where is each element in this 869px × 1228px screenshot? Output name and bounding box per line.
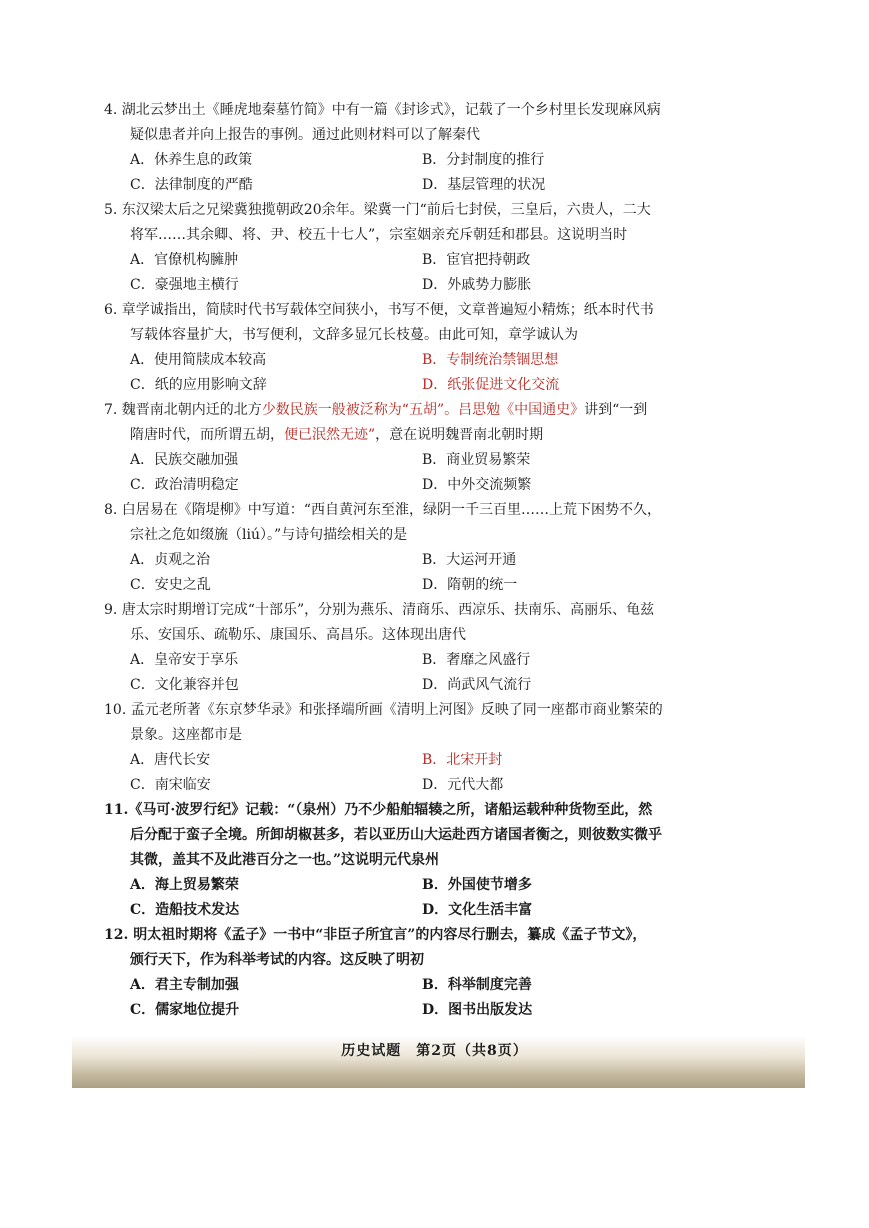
question-11-stem-line3: 其微，盖其不及此港百分之一也。”这说明元代泉州: [130, 852, 440, 868]
option-a: A．使用简牍成本较高: [130, 352, 267, 368]
question-11-stem-line2: 后分配于蛮子全境。所卸胡椒甚多，若以亚历山大运赴西方诸国者衡之，则彼数实微乎: [130, 827, 662, 843]
option-a: A．唐代长安: [130, 752, 211, 768]
option-b: B．专制统治禁锢思想: [422, 352, 559, 368]
option-d: D．中外交流频繁: [422, 477, 532, 493]
question-4-stem-line2: 疑似患者并向上报告的事例。通过此则材料可以了解秦代: [130, 127, 480, 143]
question-12-stem-line2: 颁行天下，作为科举考试的内容。这反映了明初: [130, 952, 424, 968]
question-11-options: [104, 873, 724, 923]
option-d: D．元代大都: [422, 777, 504, 793]
option-a: A．民族交融加强: [130, 452, 239, 468]
question-7-highlight: 便已泯然无迹”: [284, 427, 376, 443]
option-c: C．纸的应用影响文辞: [130, 377, 267, 393]
option-b: B．宦官把持朝政: [422, 252, 531, 268]
question-10-stem-line2: 景象。这座都市是: [130, 727, 242, 743]
question-8-stem-line1: 8. 白居易在《隋堤柳》中写道：“西自黄河东至淮，绿阴一千三百里……上荒下困势不久，: [104, 502, 661, 518]
option-d: D．基层管理的状况: [422, 177, 546, 193]
question-9-stem-line2: 乐、安国乐、疏勒乐、康国乐、高昌乐。这体现出唐代: [130, 627, 466, 643]
option-b: B．分封制度的推行: [422, 152, 545, 168]
question-9-stem-line1: 9. 唐太宗时期增订完成“十部乐”，分别为燕乐、清商乐、西凉乐、扶南乐、高丽乐、龟兹: [104, 602, 655, 618]
option-c: C．政治清明稳定: [130, 477, 239, 493]
option-b: B．商业贸易繁荣: [422, 452, 531, 468]
question-7-stem-line1: [104, 398, 724, 423]
question-4: [104, 98, 724, 198]
option-a: A．海上贸易繁荣: [130, 877, 239, 893]
question-6-options: [104, 348, 724, 398]
question-list: [104, 98, 724, 1023]
option-d: D．图书出版发达: [422, 1002, 533, 1018]
option-a: A．休养生息的政策: [130, 152, 253, 168]
question-7: [104, 398, 724, 498]
option-c: C．儒家地位提升: [130, 1002, 240, 1018]
question-9-options: [104, 648, 724, 698]
option-d: D．外戚势力膨胀: [422, 277, 532, 293]
question-12-stem-line1: 12. 明太祖时期将《孟子》一书中“非臣子所宜言”的内容尽行删去，纂成《孟子节文》，: [104, 927, 647, 943]
question-7-text: ，意在说明魏晋南北朝时期: [375, 427, 544, 443]
option-b: B．大运河开通: [422, 552, 517, 568]
option-d: D．尚武风气流行: [422, 677, 532, 693]
question-10-stem-line1: 10. 孟元老所著《东京梦华录》和张择端所画《清明上河图》反映了同一座都市商业繁荣的: [104, 702, 663, 718]
option-c: C．南宋临安: [130, 777, 211, 793]
question-12-options: [104, 973, 724, 1023]
page-footer: 历史试题 第2页（共8页）: [341, 1043, 528, 1059]
option-a: A．君主专制加强: [130, 977, 239, 993]
question-8-stem-line2: 宗社之危如缀旒（liú）。”与诗句描绘相关的是: [130, 527, 408, 543]
question-10: [104, 698, 724, 798]
question-7-text: 隋唐时代，而所谓五胡，: [130, 427, 284, 443]
option-b: B．科举制度完善: [422, 977, 532, 993]
question-5-options: [104, 248, 724, 298]
option-c: C．豪强地主横行: [130, 277, 239, 293]
question-4-stem-line1: 4. 湖北云梦出土《睡虎地秦墓竹简》中有一篇《封诊式》，记载了一个乡村里长发现麻风病: [104, 102, 661, 118]
option-c: C．法律制度的严酷: [130, 177, 253, 193]
question-5-stem-line2: 将军……其余卿、将、尹、校五十七人”，宗室姻亲充斥朝廷和郡县。这说明当时: [130, 227, 628, 243]
question-5: [104, 198, 724, 298]
question-7-text: 讲到“一到: [584, 402, 648, 418]
question-4-options: [104, 148, 724, 198]
option-a: A．皇帝安于享乐: [130, 652, 239, 668]
question-9: [104, 598, 724, 698]
option-a: A．贞观之治: [130, 552, 211, 568]
option-b: B．奢靡之风盛行: [422, 652, 531, 668]
question-7-text: 7. 魏晋南北朝内迁的北方: [104, 402, 262, 418]
question-6-stem-line2: 写载体容量扩大，书写便利，文辞多显冗长枝蔓。由此可知，章学诚认为: [130, 327, 578, 343]
option-d: D．隋朝的统一: [422, 577, 518, 593]
question-8-options: [104, 548, 724, 598]
question-11-stem-line1: 11.《马可·波罗行纪》记载：“（泉州）乃不少船舶辐辏之所，诸船运载种种货物至此，然: [104, 802, 653, 818]
question-11: [104, 798, 724, 923]
option-c: C．文化兼容并包: [130, 677, 239, 693]
question-12: [104, 923, 724, 1023]
question-7-stem-line2: [104, 423, 724, 448]
question-8: [104, 498, 724, 598]
question-5-stem-line1: 5. 东汉梁太后之兄梁冀独揽朝政20余年。梁冀一门“前后七封侯，三皇后，六贵人，二大: [104, 202, 651, 218]
option-d: D．文化生活丰富: [422, 902, 533, 918]
option-c: C．安史之乱: [130, 577, 211, 593]
question-7-highlight: 少数民族一般被泛称为“五胡”。吕思勉《中国通史》: [261, 402, 585, 418]
option-b: B．北宋开封: [422, 752, 503, 768]
option-b: B．外国使节增多: [422, 877, 532, 893]
option-a: A．官僚机构臃肿: [130, 252, 239, 268]
question-10-options: [104, 748, 724, 798]
question-6-stem-line1: 6. 章学诚指出，简牍时代书写载体空间狭小，书写不便，文章普遍短小精炼；纸本时代书: [104, 302, 654, 318]
option-d: D．纸张促进文化交流: [422, 377, 560, 393]
question-6: [104, 298, 724, 398]
question-7-options: [104, 448, 724, 498]
option-c: C．造船技术发达: [130, 902, 240, 918]
